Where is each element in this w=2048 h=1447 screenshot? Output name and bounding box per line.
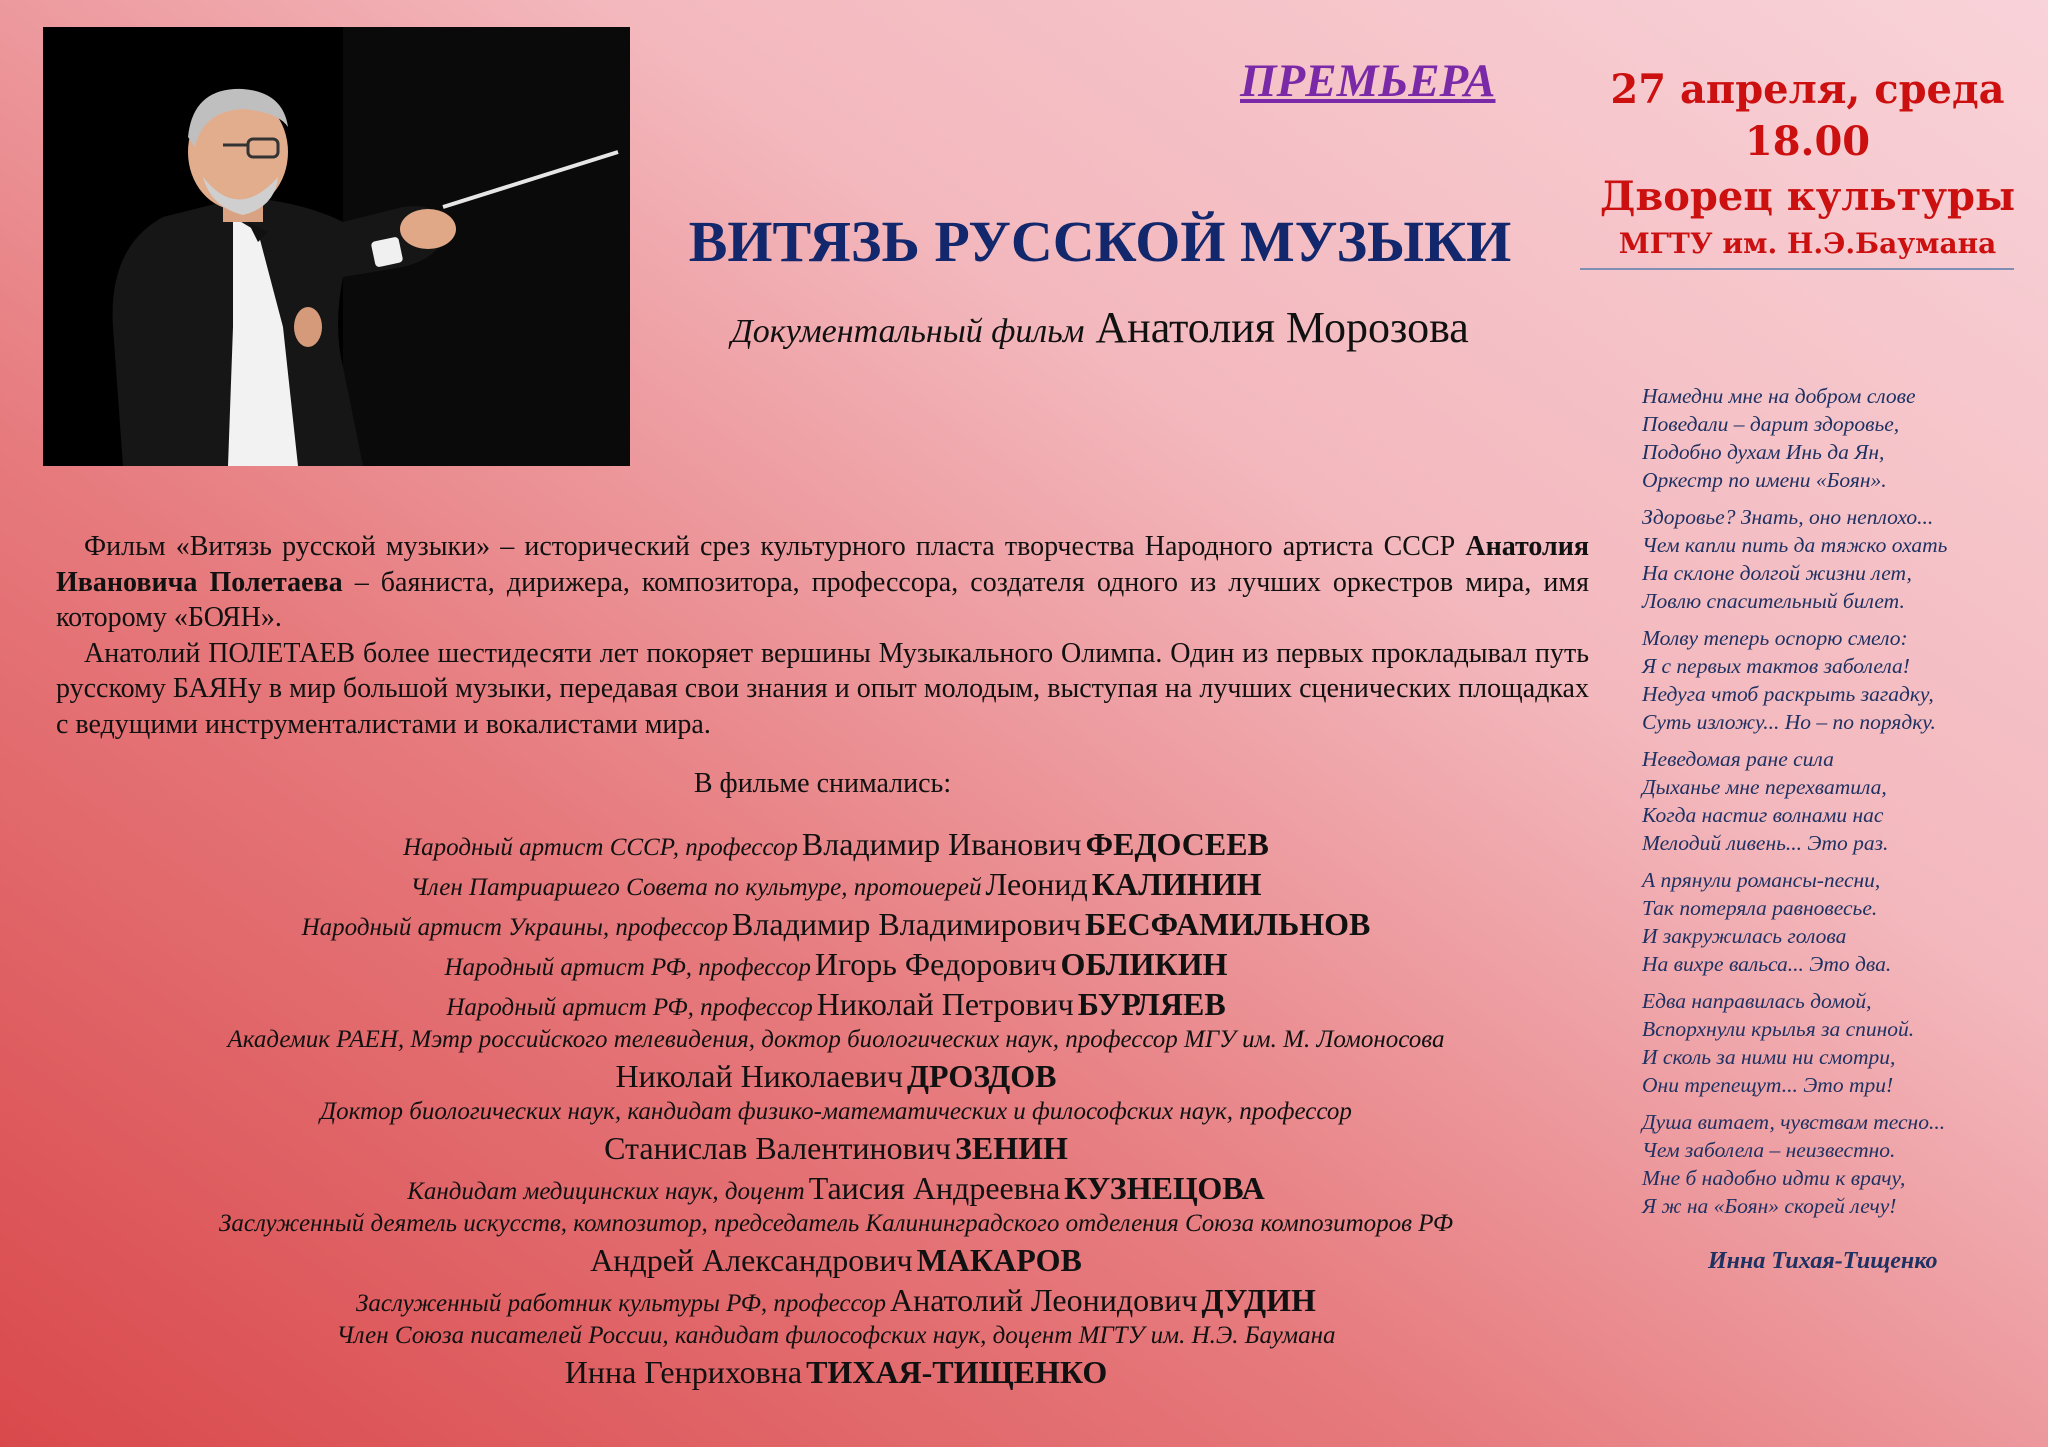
cast-name-line	[56, 1240, 1616, 1280]
poem-line: Чем капли пить да тяжко охать	[1642, 533, 1948, 557]
poem-line: А прянули романсы-песни,	[1642, 868, 1881, 892]
poem-stanza	[1642, 866, 2032, 978]
cast-surname: КУЗНЕЦОВА	[1064, 1170, 1265, 1206]
cast-role-line	[56, 1096, 1616, 1128]
cast-role: Народный артист РФ, профессор	[444, 954, 811, 981]
cast-role: Заслуженный деятель искусств, композитор, председатель Калининградского отделения Союза композиторов РФ	[219, 1210, 1453, 1237]
poem-line: На вихре вальса... Это два.	[1642, 952, 1892, 976]
poem-line: Оркестр по имени «Боян».	[1642, 468, 1887, 492]
event-venue: Дворец культуры	[1599, 173, 2016, 220]
cast-name: Леонид	[985, 866, 1088, 902]
cast-entry	[56, 984, 1616, 1024]
cast-name: Анатолий Леонидович	[889, 1282, 1198, 1318]
conductor-photo	[43, 27, 630, 466]
description-text: – баяниста, дирижера, композитора, профессора, создателя одного из лучших оркестров мира, имя которому «БОЯН».	[56, 566, 1589, 633]
poem-author: Инна Тихая-Тищенко	[1708, 1248, 1938, 1274]
description-paragraph-2: Анатолий ПОЛЕТАЕВ более шестидесяти лет покоряет вершины Музыкального Олимпа. Один из первых прокладывал путь русскому БАЯНу в мир большой музыки, передавая свои знания и опыт молодым, выступая на лучших сценических площадках с ведущими инструменталистами и вокалистами мира.	[56, 637, 1589, 740]
cast-surname: ОБЛИКИН	[1060, 946, 1228, 982]
cast-name: Станислав Валентинович	[604, 1130, 951, 1166]
film-title: ВИТЯЗЬ РУССКОЙ МУЗЫКИ	[688, 209, 1512, 274]
cast-role-line	[56, 1320, 1616, 1352]
cast-name: Инна Генриховна	[564, 1354, 803, 1390]
poem-line: Мелодий ливень... Это раз.	[1642, 831, 1889, 855]
cast-entry	[56, 864, 1616, 904]
cast-surname: ФЕДОСЕЕВ	[1085, 826, 1269, 862]
cast-surname: ДРОЗДОВ	[907, 1058, 1057, 1094]
subtitle-author: Анатолия Морозова	[1095, 303, 1469, 352]
cast-role: Народный артист СССР, профессор	[403, 834, 798, 861]
cast-role: Член Союза писателей России, кандидат философских наук, доцент МГТУ им. Н.Э. Баумана	[336, 1322, 1336, 1349]
poem-stanza	[1642, 745, 2032, 857]
poem-stanza	[1642, 987, 2032, 1099]
cast-entry	[56, 1280, 1616, 1320]
cast-surname: ТИХАЯ-ТИЩЕНКО	[806, 1354, 1108, 1390]
cast-role: Заслуженный работник культуры РФ, профессор	[356, 1290, 886, 1317]
poem-stanza	[1642, 503, 2032, 615]
cast-role: Народный артист РФ, профессор	[446, 994, 813, 1021]
description-text: Фильм «Витязь русской музыки» – исторический срез культурного пласта творчества Народного артиста СССР	[84, 531, 1466, 562]
poem-line: Неведомая ране сила	[1642, 747, 1834, 771]
poem	[1642, 382, 2032, 1229]
poem-line: Они трепещут... Это три!	[1642, 1073, 1894, 1097]
poem-line: Я с первых тактов заболела!	[1642, 654, 1910, 678]
cast-role: Кандидат медицинских наук, доцент	[407, 1178, 805, 1205]
poem-line: Недуга чтоб раскрыть загадку,	[1642, 682, 1934, 706]
cast-list	[56, 824, 1616, 1392]
cast-name-line	[56, 1128, 1616, 1168]
poem-line: Мне б надобно идти к врачу,	[1642, 1166, 1906, 1190]
cast-entry	[56, 944, 1616, 984]
cast-name: Игорь Федорович	[814, 946, 1057, 982]
event-divider	[1580, 268, 2014, 270]
cast-surname: БЕСФАМИЛЬНОВ	[1084, 906, 1371, 942]
poem-line: Вспорхнули крылья за спиной.	[1642, 1017, 1915, 1041]
event-time: 18.00	[1744, 118, 1871, 165]
poem-line: И сколь за ними ни смотри,	[1642, 1045, 1896, 1069]
cast-surname: ДУДИН	[1201, 1282, 1316, 1318]
film-description	[56, 529, 1589, 742]
poem-line: Когда настиг волнами нас	[1642, 803, 1884, 827]
poem-stanza	[1642, 1108, 2032, 1220]
poem-stanza	[1642, 624, 2032, 736]
poem-line: Намедни мне на добром слове	[1642, 384, 1916, 408]
cast-role: Доктор биологических наук, кандидат физико-математических и философских наук, профессор	[320, 1098, 1352, 1125]
cast-name-line	[56, 1352, 1616, 1392]
poem-line: Дыханье мне перехватила,	[1642, 775, 1887, 799]
cast-name: Владимир Иванович	[801, 826, 1082, 862]
poem-line: И закружилась голова	[1642, 924, 1847, 948]
cast-surname: КАЛИНИН	[1091, 866, 1262, 902]
cast-entry	[56, 1168, 1616, 1208]
poem-line: На склоне долгой жизни лет,	[1642, 561, 1912, 585]
poem-line: Здоровье? Знать, оно неплохо...	[1642, 505, 1934, 529]
conductor-illustration	[43, 27, 630, 466]
event-date: 27 апреля, среда	[1610, 66, 2005, 113]
cast-role: Академик РАЕН, Мэтр российского телевидения, доктор биологических наук, профессор МГУ им. М. Ломоносова	[227, 1026, 1445, 1053]
cast-surname: МАКАРОВ	[916, 1242, 1082, 1278]
poem-line: Так потеряла равновесье.	[1642, 896, 1878, 920]
cast-surname: БУРЛЯЕВ	[1077, 986, 1226, 1022]
poem-line: Ловлю спасительный билет.	[1642, 589, 1905, 613]
description-bold-name: Анатолия Ивановича Полетаева	[56, 531, 1589, 598]
cast-role: Народный артист Украины, профессор	[301, 914, 729, 941]
cast-role-line	[56, 1024, 1616, 1056]
premiere-label: ПРЕМЬЕРА	[1240, 55, 1496, 107]
cast-surname: ЗЕНИН	[955, 1130, 1068, 1166]
poem-line: Чем заболела – неизвестно.	[1642, 1138, 1896, 1162]
poem-line: Суть изложу... Но – по порядку.	[1642, 710, 1936, 734]
description-paragraph-1	[56, 529, 1589, 636]
poem-line: Едва направилась домой,	[1642, 989, 1872, 1013]
subtitle-prefix: Документальный фильм	[731, 313, 1085, 350]
cast-name: Андрей Александрович	[590, 1242, 913, 1278]
poem-line: Поведали – дарит здоровье,	[1642, 412, 1900, 436]
cast-name: Николай Николаевич	[615, 1058, 903, 1094]
cast-name: Владимир Владимирович	[732, 906, 1081, 942]
cast-name: Николай Петрович	[816, 986, 1074, 1022]
cast-entry	[56, 824, 1616, 864]
poem-line: Подобно духам Инь да Ян,	[1642, 440, 1885, 464]
cast-heading: В фильме снимались:	[693, 768, 952, 799]
cast-role-line	[56, 1208, 1616, 1240]
cast-role: Член Патриаршего Совета по культуре, протоиерей	[410, 874, 982, 901]
poem-stanza	[1642, 382, 2032, 494]
poem-line: Душа витает, чувствам тесно...	[1642, 1110, 1946, 1134]
cast-name: Таисия Андреевна	[808, 1170, 1061, 1206]
poem-line: Я ж на «Боян» скорей лечу!	[1642, 1194, 1897, 1218]
event-venue-sub: МГТУ им. Н.Э.Баумана	[1618, 227, 1997, 260]
cast-entry	[56, 904, 1616, 944]
cast-name-line	[56, 1056, 1616, 1096]
poem-line: Молву теперь оспорю смело:	[1642, 626, 1908, 650]
film-subtitle	[650, 302, 1550, 353]
event-info	[1580, 64, 2035, 262]
